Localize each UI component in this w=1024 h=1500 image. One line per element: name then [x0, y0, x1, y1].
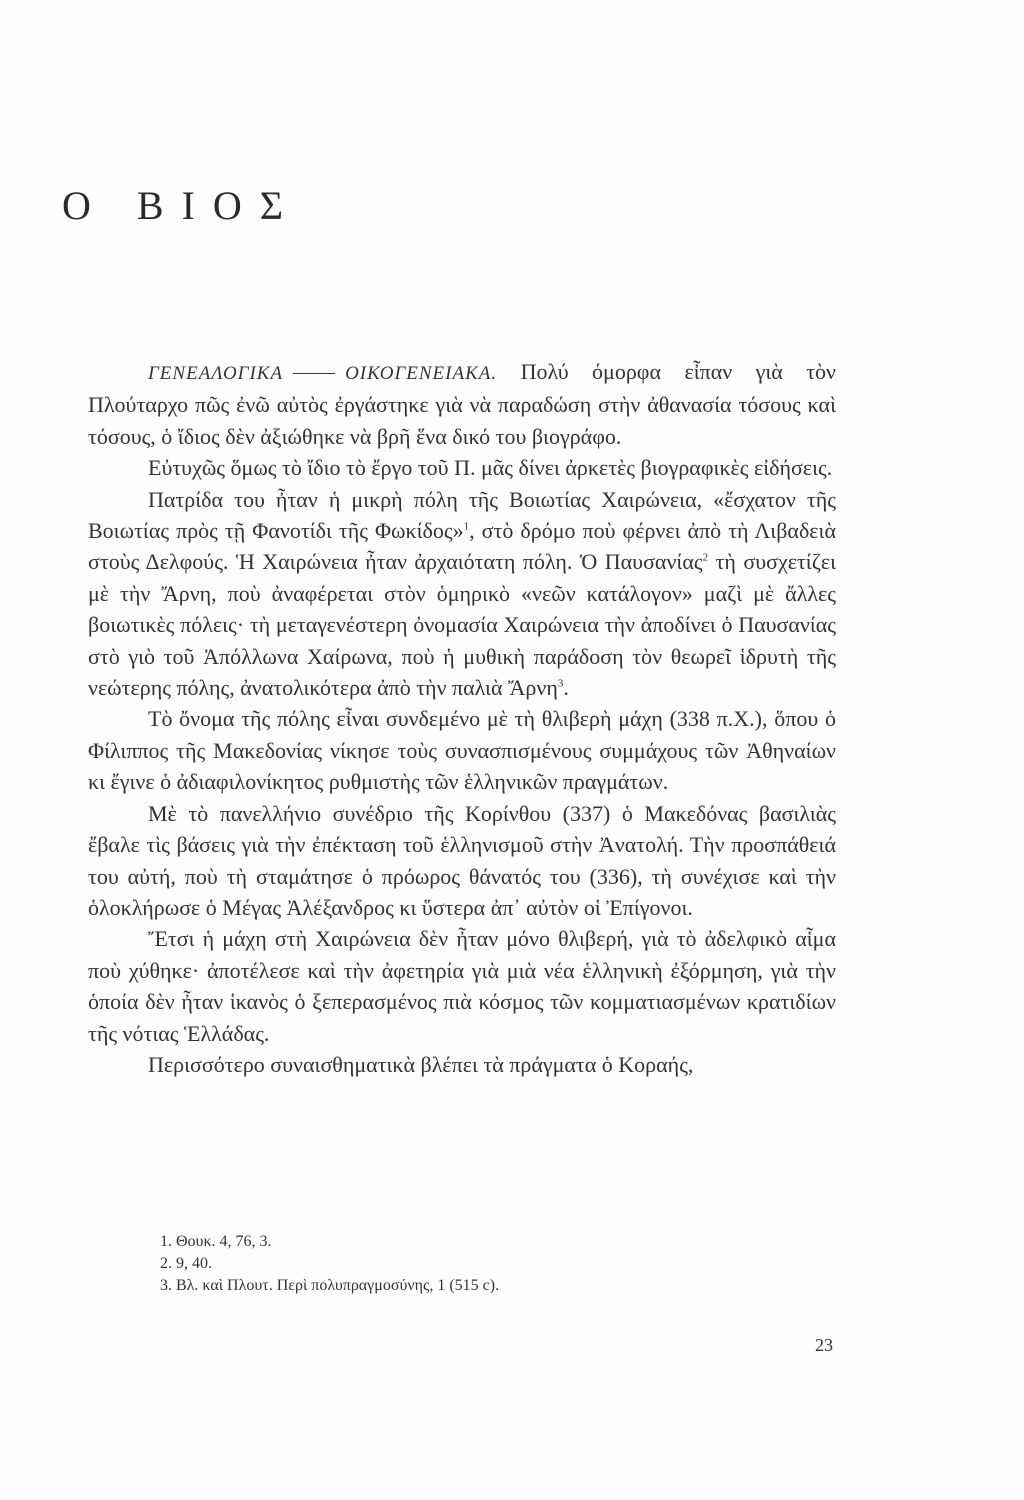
paragraph-3-part-c: τὴ συσχετίζει μὲ τὴν Ἄρνη, ποὺ ἀναφέρεται στὸν ὁμηρικὸ «νεῶν κατάλογον» μαζὶ μὲ ἄλλες βοιωτικὲς πόλεις· τὴ μεταγενέστερη ὀνομασία Χαιρώνεια τὴν ἀποδίνει ὁ Παυσανίας στὸ γιὸ τοῦ Ἀπόλλωνα Χαίρωνα, ποὺ ἡ μυθικὴ παράδοση τὸν θεωρεῖ ἱδρυτὴ τῆς νεώτερης πόλης, ἀνατολικότερα ἀπὸ τὴν παλιὰ Ἄρνη	[88, 549, 836, 701]
paragraph-4: Τὸ ὄνομα τῆς πόλης εἶναι συνδεμένο μὲ τὴ θλιβερὴ μάχη (338 π.Χ.), ὅπου ὁ Φίλιππος τῆς Μακεδονίας νίκησε τοὺς συνασπισμένους συμμάχους τῶν Ἀθηναίων κι ἔγινε ὁ ἀδιαφιλονίκητος ρυθμιστὴς τῶν ἑλληνικῶν πραγμάτων.	[88, 706, 836, 795]
footnote-1: 1. Θουκ. 4, 76, 3.	[160, 1233, 272, 1250]
paragraph-6: Ἔτσι ἡ μάχη στὴ Χαιρώνεια δὲν ἦταν μόνο θλιβερή, γιὰ τὸ ἀδελφικὸ αἷμα ποὺ χύθηκε· ἀποτέλεσε καὶ τὴν ἀφετηρία γιὰ μιὰ νέα ἑλληνικὴ ἐξόρμηση, γιὰ τὴν ὁποία δὲν ἦταν ἱκανὸς ὁ ξεπερασμένος πιὰ κόσμος τῶν κομματιασμένων κρατιδίων τῆς νότιας Ἑλλάδας.	[88, 926, 836, 1046]
footnote-ref-3: 3	[557, 677, 564, 690]
paragraph-2: Εὐτυχῶς ὅμως τὸ ἴδιο τὸ ἔργο τοῦ Π. μᾶς δίνει ἀρκετὲς βιογραφικὲς εἰδήσεις.	[148, 455, 833, 481]
footnote-ref-2: 2	[702, 552, 709, 565]
paragraph-3-part-d: .	[563, 675, 569, 701]
body-text	[88, 356, 836, 1080]
footnote-3: 3. Βλ. καὶ Πλουτ. Περὶ πολυπραγμοσύνης, 1 (515 c).	[160, 1277, 500, 1294]
paragraph-1	[88, 356, 836, 452]
footnotes	[160, 1231, 499, 1297]
paragraph-5: Μὲ τὸ πανελλήνιο συνέδριο τῆς Κορίνθου (337) ὁ Μακεδόνας βασιλιὰς ἔβαλε τὶς βάσεις γιὰ τὴν ἐπέκταση τοῦ ἑλληνισμοῦ στὴν Ἀνατολή. Τὴν προσπάθειά του αὐτή, ποὺ τὴ σταμάτησε ὁ πρόωρος θάνατός του (336), τὴ συνέχισε καὶ τὴν ὁλοκλήρωσε ὁ Μέγας Ἀλέξανδρος κι ὕστερα ἀπ᾽ αὐτὸν οἱ Ἐπίγονοι.	[88, 800, 836, 920]
paragraph-3-part-b: , στὸ δρόμο ποὺ φέρνει ἀπὸ τὴ Λιβαδειὰ στοὺς Δελφούς. Ἡ Χαιρώνεια ἦταν ἀρχαιότατη πόλη. Ὁ Παυσανίας	[88, 518, 836, 575]
paragraph-3	[88, 484, 836, 704]
footnote-ref-1: 1	[463, 520, 470, 533]
chapter-title: Ο ΒΙΟΣ	[62, 183, 302, 228]
em-dash	[293, 373, 335, 374]
section-heading-family: ΟΙΚΟΓΕΝΕΙΑΚΑ.	[345, 363, 498, 384]
section-heading-genealogical: ΓΕΝΕΑΛΟΓΙΚΑ	[148, 363, 284, 384]
paragraph-3-part-a: Πατρίδα του ἦταν ἡ μικρὴ πόλη τῆς Βοιωτίας Χαιρώνεια, «ἔσχατον τῆς Βοιωτίας πρὸς τῇ Φανοτίδι τῆς Φωκίδος»	[88, 486, 836, 544]
page-number: 23	[815, 1335, 833, 1355]
paragraph-7: Περισσότερο συναισθηματικὰ βλέπει τὰ πράγματα ὁ Κοραής,	[148, 1051, 694, 1077]
paragraph-1-text: Πολύ όμορφα εἶπαν γιὰ τὸν Πλούταρχο πῶς ἐνῶ αὐτὸς ἐργάστηκε γιὰ νὰ παραδώση στὴν ἀθανασία τόσους καὶ τόσους, ὁ ἴδιος δὲν ἀξιώθηκε νὰ βρῆ ἕνα δικό του βιογράφο.	[88, 359, 836, 449]
footnote-2: 2. 9, 40.	[160, 1255, 212, 1272]
